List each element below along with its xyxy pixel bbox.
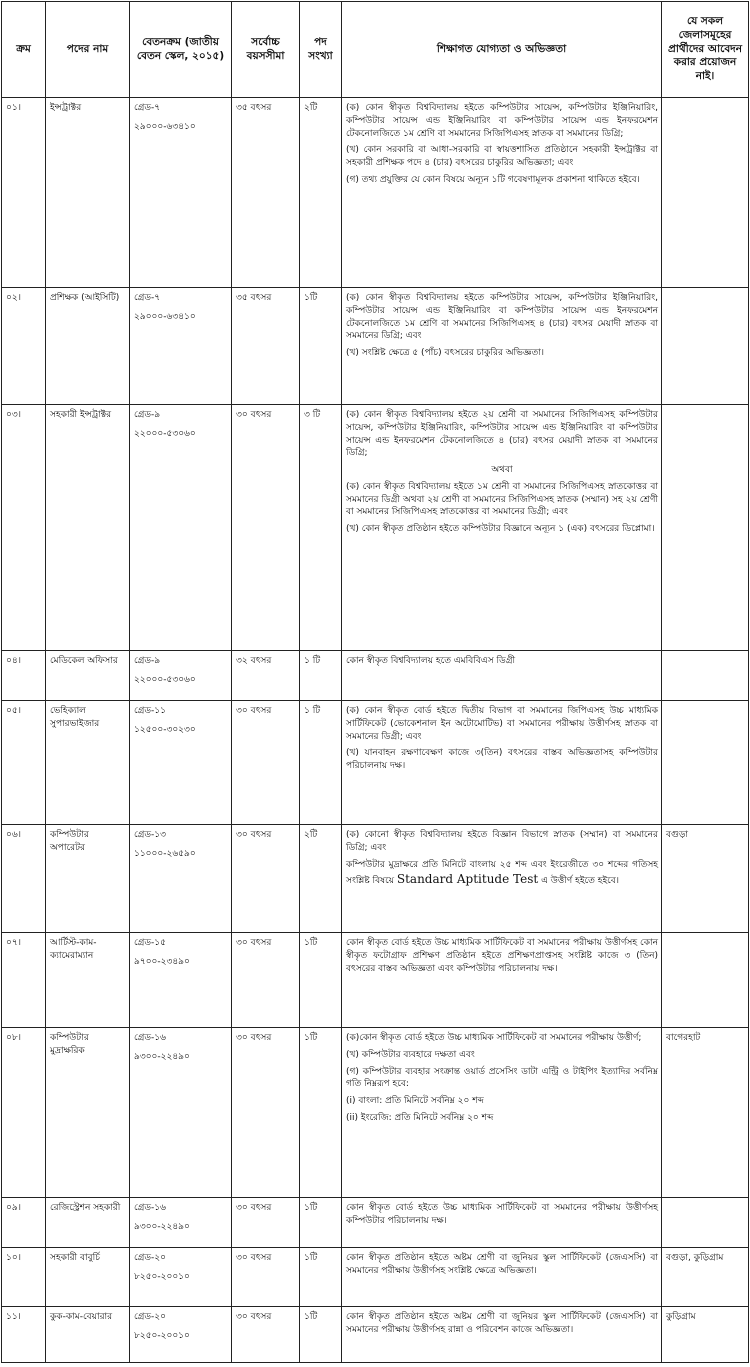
ineligible-district-cell: কুড়িগ্রাম <box>662 1307 749 1363</box>
post-name-cell: ভেহিক্যাল সুপারভাইজার <box>46 701 130 825</box>
pay-scale-cell <box>130 651 232 701</box>
header-max-age: সর্বোচ্চ বয়সসীমা <box>232 2 300 98</box>
pay-scale-cell <box>130 1248 232 1307</box>
grade: গ্রেড-৭ <box>134 103 161 113</box>
pay-range: ২২০০০-৫৩০৬০ <box>134 674 196 685</box>
post-count-cell: ১টি <box>300 1198 342 1248</box>
post-name-cell: মেডিকেল অফিসার <box>46 651 130 701</box>
ineligible-district-cell <box>662 288 749 405</box>
max-age-cell: ৩০ বৎসর <box>232 701 300 825</box>
serial-cell: ০৯। <box>2 1198 46 1248</box>
qualification-item: কোন স্বীকৃত বোর্ড হইতে উচ্চ মাধ্যমিক সার্টিফিকেট বা সমমানের পরীক্ষায় উত্তীর্ণসহ কম্পিউটার পরিচালনায় দক্ষ। <box>346 1203 658 1226</box>
qualification-cell <box>342 933 662 1028</box>
pay-scale-cell <box>130 1307 232 1363</box>
ineligible-district-cell: বগুড়া, কুড়িগ্রাম <box>662 1248 749 1307</box>
qualification-item: (ক) কোন স্বীকৃত বিশ্ববিদ্যালয় হইতে কম্পিউটার সায়েন্স, কম্পিউটার ইঞ্জিনিয়ারিং, কম্পিউটার সায়েন্স এন্ড ইঞ্জিনিয়ারিং বা কম্পিউটার সায়েন্স এন্ড ইনফরমেশন টেকনোলজিতে ১ম শ্রেণি বা সমমানের সিজিপিএসহ স্নাতক বা সমমানের ডিগ্রি; <box>346 103 658 139</box>
post-count-cell: ১ টি <box>300 651 342 701</box>
qualification-or-divider: অথবা <box>491 465 513 476</box>
ineligible-district-cell <box>662 405 749 651</box>
serial-cell: ১১। <box>2 1307 46 1363</box>
pay-scale-cell <box>130 1198 232 1248</box>
pay-range: ১২৫০০-৩০২৩০ <box>134 724 196 735</box>
ineligible-district-cell <box>662 701 749 825</box>
qualification-item: (ii) ইংরেজি: প্রতি মিনিটে সর্বনিম্ন ২০ শব্দ <box>346 1112 494 1123</box>
table-row <box>2 651 749 701</box>
serial-cell: ০৪। <box>2 651 46 701</box>
pay-range: ২৯০০০-৬৩৪১০ <box>134 121 196 132</box>
typing-speed-text: কম্পিউটার মুদ্রাক্ষরে প্রতি মিনিটে বাংলায় ২৫ শব্দ এবং ইংরেজীতে ৩০ শব্দের গতিসহ সংশ্লিষ্ট বিষয়ে <box>346 859 658 887</box>
serial-cell: ০৮। <box>2 1028 46 1198</box>
max-age-cell: ৩৫ বৎসর <box>232 98 300 288</box>
table-row <box>2 98 749 288</box>
ineligible-district-cell <box>662 933 749 1028</box>
pay-range: ৯৭০০-২৩৪৯০ <box>134 956 190 967</box>
job-vacancy-table <box>1 1 749 1363</box>
serial-cell: ১০। <box>2 1248 46 1307</box>
serial-cell: ০২। <box>2 288 46 405</box>
aptitude-test-suffix: এ উত্তীর্ণ হইতে হইবে। <box>541 876 619 887</box>
qualification-item: (ক) কোন স্বীকৃত বিশ্ববিদ্যালয় হইতে ২য় শ্রেনী বা সমমানের সিজিপিএসহ কম্পিউটার সায়েন্স, কম্পিউটার ইঞ্জিনিয়ারিং, কম্পিউটার সায়েন্স এন্ড ইঞ্জিনিয়ারিং বা কম্পিউটার সায়েন্স এন্ড ইনফরমেশন টেকনোলজিতে ৪ (চার) বৎসর মেয়াদী স্নাতক বা সমমানের ডিগ্রি; <box>346 410 658 459</box>
post-name-cell: ইন্সট্রাক্টর <box>46 98 130 288</box>
grade: গ্রেড-১৬ <box>134 1033 166 1043</box>
grade: গ্রেড-৭ <box>134 293 161 303</box>
qualification-item: কোন স্বীকৃত বোর্ড হইতে উচ্চ মাধ্যমিক সার্টিফিকেট বা সমমানের পরীক্ষায় উত্তীর্ণসহ কোন স্বীকৃত ফটোগ্রাফ প্রশিক্ষণ প্রতিষ্ঠান হইতে প্রশিক্ষণপ্রাপ্তসহ সংশ্লিষ্ট কাজে ৩ (তিন) বৎসরের বাস্তব অভিজ্ঞতা এবং কম্পিউটার পরিচালনায় দক্ষ। <box>346 938 658 974</box>
qualification-item: (ক) কোন স্বীকৃত বিশ্ববিদ্যালয় হইতে কম্পিউটার সায়েন্স, কম্পিউটার ইঞ্জিনিয়ারিং, কম্পিউটার সায়েন্স এন্ড ইঞ্জিনিয়ারিং বা কম্পিউটার সায়েন্স এন্ড ইনফরমেশন টেকনোলজিতে ১ম শ্রেণি বা সমমানের সিজিপিএসহ ৪ (চার) বৎসর মেয়াদী স্নাতক বা সমমানের ডিগ্রি; এবং <box>346 293 658 342</box>
table-row <box>2 1028 749 1198</box>
max-age-cell: ৩৫ বৎসর <box>232 288 300 405</box>
qualification-item: কোন স্বীকৃত বিশ্ববিদ্যালয় হতে এমবিবিএস ডিগ্রী <box>346 656 516 666</box>
post-count-cell: ১টি <box>300 933 342 1028</box>
table-row <box>2 405 749 651</box>
post-name-cell: কম্পিউটার অপারেটর <box>46 825 130 933</box>
ineligible-district-cell: বগুড়া <box>662 825 749 933</box>
header-serial: ক্রম <box>2 2 46 98</box>
serial-cell: ০৬। <box>2 825 46 933</box>
pay-scale-cell <box>130 98 232 288</box>
table-row <box>2 825 749 933</box>
post-name-cell: প্রশিক্ষক (আইসিটি) <box>46 288 130 405</box>
qualification-cell <box>342 405 662 651</box>
max-age-cell: ৩০ বৎসর <box>232 1028 300 1198</box>
serial-cell: ০৩। <box>2 405 46 651</box>
qualification-cell <box>342 1028 662 1198</box>
grade: গ্রেড-৯ <box>134 656 161 666</box>
pay-range: ৮২৫০-২০০১০ <box>134 1330 190 1341</box>
max-age-cell: ৩০ বৎসর <box>232 825 300 933</box>
header-qualification: শিক্ষাগত যোগ্যতা ও অভিজ্ঞতা <box>342 2 662 98</box>
qualification-item: (খ) সংশ্লিষ্ট ক্ষেত্রে ৫ (পাঁচ) বৎসরের চাকুরির অভিজ্ঞতা। <box>346 348 545 359</box>
qualification-cell <box>342 98 662 288</box>
table-row <box>2 1307 749 1363</box>
post-count-cell: ১টি <box>300 1307 342 1363</box>
qualification-item: (গ) কম্পিউটার ব্যবহার সংক্রান্ত ওয়ার্ড প্রসেসিং ডাটা এন্ট্রি ও টাইপিং ইত্যাদির সর্বনিম্ন গতি নিম্নরূপ হবে: <box>346 1066 658 1090</box>
post-count-cell: ১টি <box>300 288 342 405</box>
post-count-cell: ১টি <box>300 1248 342 1307</box>
table-row <box>2 1248 749 1307</box>
post-count-cell: ২টি <box>300 825 342 933</box>
qualification-cell <box>342 288 662 405</box>
post-count-cell: ৩ টি <box>300 405 342 651</box>
post-name-cell: রেজিস্ট্রেশন সহকারী <box>46 1198 130 1248</box>
qualification-cell <box>342 701 662 825</box>
table-row <box>2 1198 749 1248</box>
ineligible-district-cell <box>662 1198 749 1248</box>
pay-range: ৯৩০০-২২৪৯০ <box>134 1051 190 1062</box>
max-age-cell: ৩০ বৎসর <box>232 405 300 651</box>
table-header-row <box>2 2 749 98</box>
grade: গ্রেড-২০ <box>134 1312 166 1322</box>
pay-scale-cell <box>130 701 232 825</box>
table-row <box>2 933 749 1028</box>
grade: গ্রেড-১৩ <box>134 830 166 840</box>
pay-range: ১১০০০-২৬৫৯০ <box>134 848 196 859</box>
max-age-cell: ৩০ বৎসর <box>232 933 300 1028</box>
qualification-item: কোন স্বীকৃত প্রতিষ্ঠান হইতে অষ্টম শ্রেণী বা জুনিয়র স্কুল সার্টিফিকেট (জেএসসি) বা সমমানের পরীক্ষায় উত্তীর্ণসহ সংশ্লিষ্ট ক্ষেত্রে অভিজ্ঞতা। <box>346 1253 658 1276</box>
grade: গ্রেড-৯ <box>134 410 161 420</box>
qualification-item: (খ) কম্পিউটার ব্যবহারে দক্ষতা এবং <box>346 1049 475 1060</box>
qualification-item: (খ) কোন সরকারি বা আধা-সরকারি বা স্বায়ত্তশাসিত প্রতিষ্ঠানে সহকারী ইন্সট্রাক্টর বা সহকারী প্রশিক্ষক পদে ৪ (চার) বৎসরের চাকুরির অভিজ্ঞতা; এবং <box>346 145 658 169</box>
post-name-cell: কুক-কাম-বেয়ারার <box>46 1307 130 1363</box>
post-count-cell: ২টি <box>300 98 342 288</box>
qualification-cell <box>342 651 662 701</box>
qualification-item: (ক) কোন স্বীকৃত বোর্ড হইতে দ্বিতীয় বিভাগ বা সমমানের জিপিএসহ উচ্চ মাধ্যমিক সার্টিফিকেট (ভোকেশনাল ইন অটোমোটিভ) বা সমমানের পরীক্ষায় উত্তীর্ণসহ স্নাতক বা সমমানের ডিগ্রী; এবং <box>346 706 658 742</box>
post-name-cell: সহকারী ইন্সট্রাক্টর <box>46 405 130 651</box>
qualification-cell <box>342 825 662 933</box>
pay-range: ২৯০০০-৬৩৪১০ <box>134 311 196 322</box>
table-row <box>2 288 749 405</box>
grade: গ্রেড-১৫ <box>134 938 166 948</box>
post-count-cell: ১ টি <box>300 701 342 825</box>
qualification-cell <box>342 1198 662 1248</box>
qualification-item: (ক)কোন স্বীকৃত বোর্ড হইতে উচ্চ মাধ্যমিক সার্টিফিকেট বা সমমানের পরীক্ষায় উত্তীর্ণ; <box>346 1033 642 1043</box>
pay-range: ২২০০০-৫৩০৬০ <box>134 428 196 439</box>
ineligible-district-cell: বাগেরহাট <box>662 1028 749 1198</box>
qualification-item: কোন স্বীকৃত প্রতিষ্ঠান হইতে অষ্টম শ্রেণী বা জুনিয়র স্কুল সার্টিফিকেট (জেএসসি) বা সমমানের পরীক্ষায় উত্তীর্ণসহ রান্না ও পরিবেশন কাজে অভিজ্ঞতা। <box>346 1312 658 1335</box>
max-age-cell: ৩০ বৎসর <box>232 1248 300 1307</box>
grade: গ্রেড-২০ <box>134 1253 166 1263</box>
post-name-cell: আর্টিস্ট-কাম-ক্যামেরাম্যান <box>46 933 130 1028</box>
qualification-item <box>346 859 658 889</box>
qualification-cell <box>342 1307 662 1363</box>
serial-cell: ০৭। <box>2 933 46 1028</box>
qualification-item: (ক) কোন স্বীকৃত বিশ্ববিদ্যালয় হইতে ১ম শ্রেনী বা সমমানের সিজিপিএসহ স্নাতকোত্তর বা সমমানের ডিগ্রী অথবা ২য় শ্রেণী বা সমমানের সিজিপিএসহ স্নাতক (সম্মান) সহ ২য় শ্রেণী বা সমমানের সিজিপিএসহ স্নাতকোত্তর বা সমমানের ডিগ্রী; এবং <box>346 481 658 518</box>
post-name-cell: কম্পিউটার মুদ্রাক্ষরিক <box>46 1028 130 1198</box>
grade: গ্রেড-১৬ <box>134 1203 166 1213</box>
header-post-count: পদ সংখ্যা <box>300 2 342 98</box>
post-name-cell: সহকারী বাবুর্চি <box>46 1248 130 1307</box>
qualification-item: (খ) যানবাহন রক্ষণাবেক্ষণ কাজে ৩(তিন) বৎসরের বাস্তব অভিজ্ঞতাসহ কম্পিউটার পরিচালনায় দক্ষ। <box>346 748 658 772</box>
qualification-item: (ক) কোনো স্বীকৃত বিশ্ববিদ্যালয় হইতে বিজ্ঞান বিভাগে স্নাতক (সম্মান) বা সমমানের ডিগ্রি; এবং <box>346 830 658 853</box>
serial-cell: ০১। <box>2 98 46 288</box>
header-post-name: পদের নাম <box>46 2 130 98</box>
max-age-cell: ৩২ বৎসর <box>232 651 300 701</box>
table-row <box>2 701 749 825</box>
serial-cell: ০৫। <box>2 701 46 825</box>
qualification-item: (i) বাংলা: প্রতি মিনিটে সর্বনিম্ন ২০ শব্দ <box>346 1096 484 1107</box>
pay-range: ৯৩০০-২২৪৯০ <box>134 1221 190 1232</box>
qualification-item: (গ) তথ্য প্রযুক্তির যে কোন বিষয়ে অন্যূন ১টি গবেষণামূলক প্রকাশনা থাকিতে হইবে। <box>346 174 640 185</box>
pay-scale-cell <box>130 1028 232 1198</box>
pay-scale-cell <box>130 825 232 933</box>
grade: গ্রেড-১১ <box>134 706 166 716</box>
pay-scale-cell <box>130 288 232 405</box>
pay-range: ৮২৫০-২০০১০ <box>134 1271 190 1282</box>
pay-scale-cell <box>130 933 232 1028</box>
qualification-item: (খ) কোন স্বীকৃত প্রতিষ্ঠান হইতে কম্পিউটার বিজ্ঞানে অন্যূন ১ (এক) বৎসরের ডিপ্লোমা। <box>346 524 655 535</box>
qualification-cell <box>342 1248 662 1307</box>
max-age-cell: ৩০ বৎসর <box>232 1307 300 1363</box>
header-pay-scale: বেতনক্রম (জাতীয় বেতন স্কেল, ২০১৫) <box>130 2 232 98</box>
aptitude-test-name: Standard Aptitude Test <box>396 872 539 887</box>
ineligible-district-cell <box>662 98 749 288</box>
max-age-cell: ৩০ বৎসর <box>232 1198 300 1248</box>
ineligible-district-cell <box>662 651 749 701</box>
post-count-cell: ১টি <box>300 1028 342 1198</box>
pay-scale-cell <box>130 405 232 651</box>
header-ineligible-districts: যে সকল জেলাসমূহের প্রার্থীদের আবেদন করার প্রয়োজন নাই। <box>662 2 749 98</box>
